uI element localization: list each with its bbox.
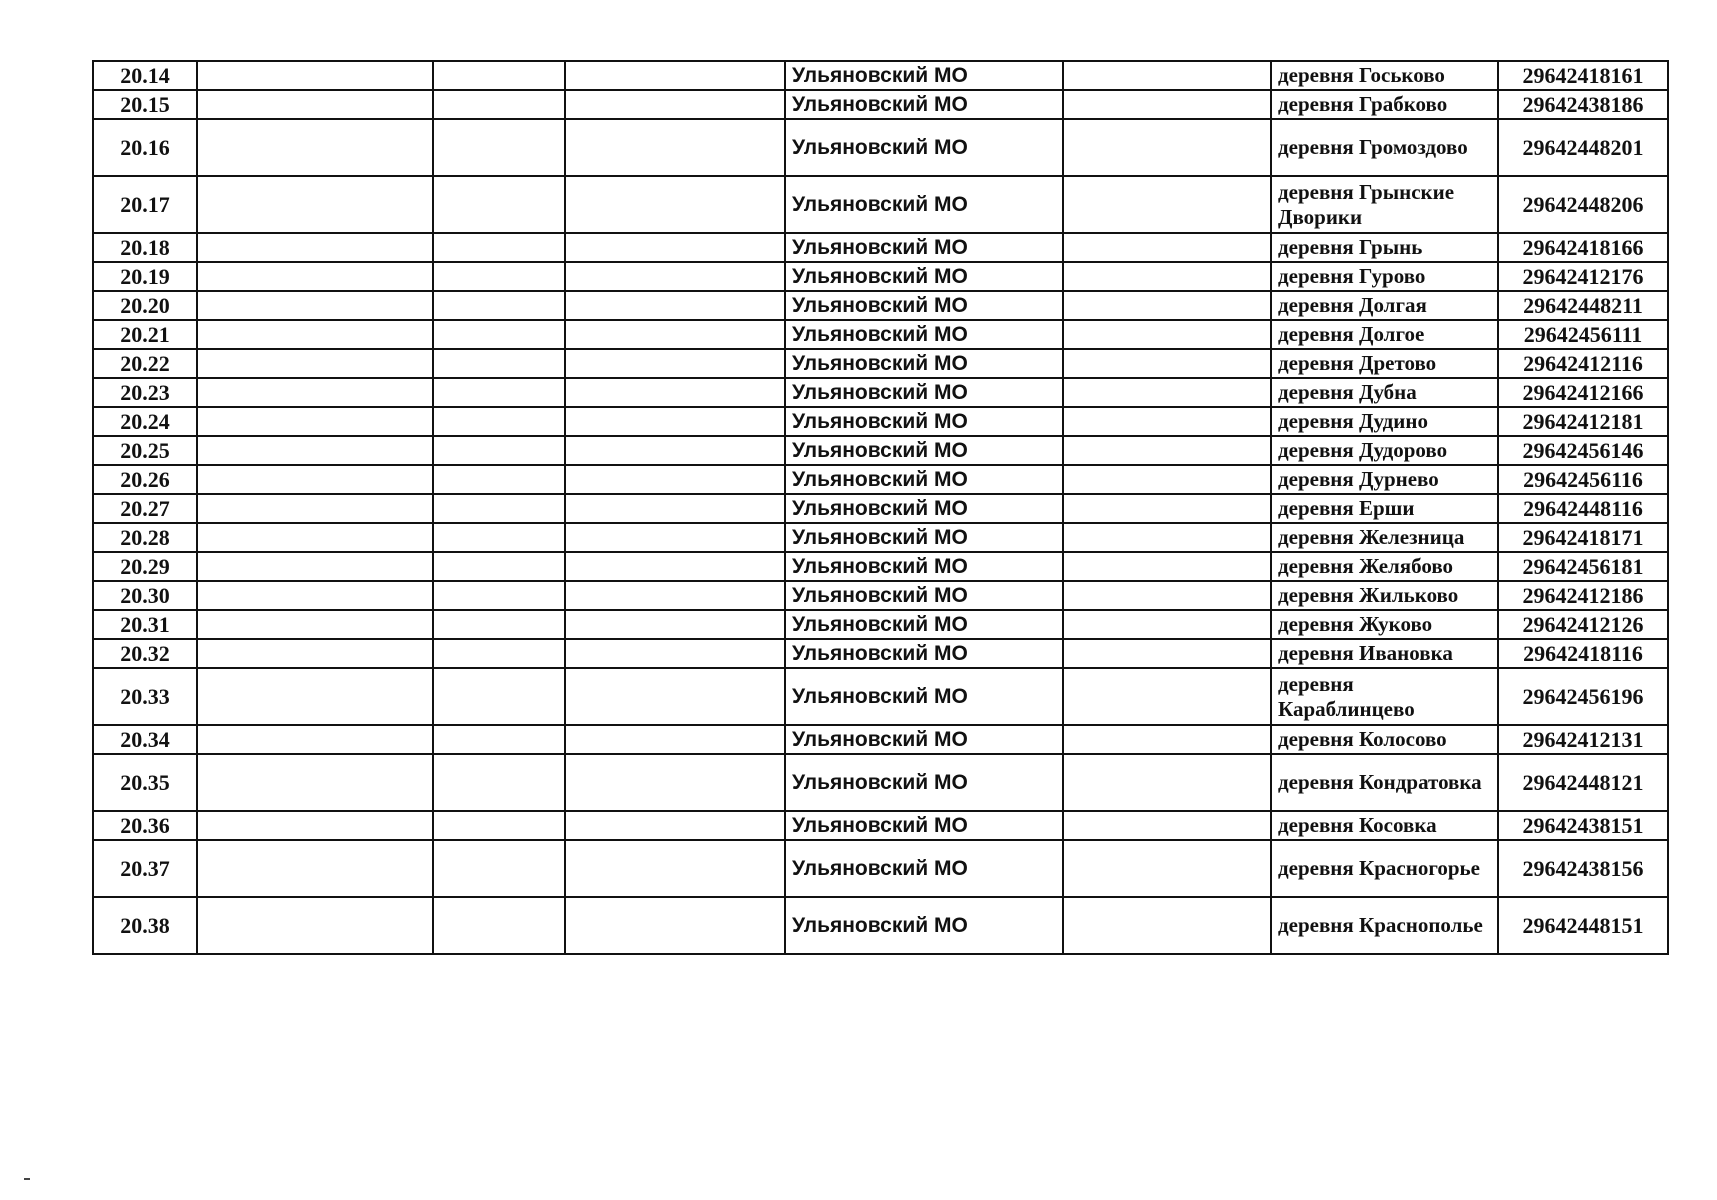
- table-row: [93, 176, 1668, 233]
- table-row: [93, 407, 1668, 436]
- oktmo-code-cell: 29642448206: [1498, 176, 1668, 233]
- settlement-cell: деревня Дудорово: [1271, 436, 1498, 465]
- table-row: [93, 581, 1668, 610]
- empty-cell: [565, 840, 785, 897]
- empty-cell: [197, 754, 433, 811]
- empty-cell: [433, 610, 565, 639]
- empty-cell: [433, 233, 565, 262]
- municipality-cell: Ульяновский МО: [785, 639, 1063, 668]
- row-number-cell: 20.14: [93, 61, 197, 90]
- empty-cell: [433, 523, 565, 552]
- municipality-cell: Ульяновский МО: [785, 725, 1063, 754]
- empty-cell: [565, 754, 785, 811]
- empty-cell: [433, 349, 565, 378]
- settlement-cell: деревня Дретово: [1271, 349, 1498, 378]
- empty-cell: [565, 407, 785, 436]
- empty-cell: [565, 90, 785, 119]
- municipality-cell: Ульяновский МО: [785, 523, 1063, 552]
- table-row: [93, 840, 1668, 897]
- settlement-cell: деревня Грынь: [1271, 233, 1498, 262]
- empty-cell: [565, 378, 785, 407]
- table-row: [93, 754, 1668, 811]
- municipality-cell: Ульяновский МО: [785, 119, 1063, 176]
- empty-cell: [565, 668, 785, 725]
- settlement-cell: деревня Жильково: [1271, 581, 1498, 610]
- empty-cell: [433, 725, 565, 754]
- row-number-cell: 20.32: [93, 639, 197, 668]
- municipality-cell: Ульяновский МО: [785, 811, 1063, 840]
- empty-cell: [197, 90, 433, 119]
- empty-cell: [1063, 262, 1271, 291]
- municipality-cell: Ульяновский МО: [785, 754, 1063, 811]
- settlement-cell: деревня Ерши: [1271, 494, 1498, 523]
- table-row: [93, 639, 1668, 668]
- oktmo-code-cell: 29642412181: [1498, 407, 1668, 436]
- settlements-table: [92, 60, 1667, 955]
- empty-cell: [1063, 61, 1271, 90]
- table-row: [93, 610, 1668, 639]
- oktmo-code-cell: 29642418166: [1498, 233, 1668, 262]
- row-number-cell: 20.18: [93, 233, 197, 262]
- empty-cell: [433, 407, 565, 436]
- municipality-cell: Ульяновский МО: [785, 610, 1063, 639]
- empty-cell: [433, 320, 565, 349]
- municipality-cell: Ульяновский МО: [785, 262, 1063, 291]
- municipality-cell: Ульяновский МО: [785, 407, 1063, 436]
- row-number-cell: 20.15: [93, 90, 197, 119]
- table-row: [93, 320, 1668, 349]
- settlement-cell: деревня Желябово: [1271, 552, 1498, 581]
- settlement-cell: деревня Жуково: [1271, 610, 1498, 639]
- oktmo-code-cell: 29642412116: [1498, 349, 1668, 378]
- empty-cell: [433, 754, 565, 811]
- empty-cell: [197, 897, 433, 954]
- oktmo-code-cell: 29642438186: [1498, 90, 1668, 119]
- empty-cell: [433, 90, 565, 119]
- row-number-cell: 20.21: [93, 320, 197, 349]
- municipality-cell: Ульяновский МО: [785, 61, 1063, 90]
- empty-cell: [433, 176, 565, 233]
- row-number-cell: 20.27: [93, 494, 197, 523]
- empty-cell: [197, 119, 433, 176]
- empty-cell: [197, 552, 433, 581]
- table-row: [93, 291, 1668, 320]
- row-number-cell: 20.33: [93, 668, 197, 725]
- empty-cell: [565, 811, 785, 840]
- oktmo-code-cell: 29642438151: [1498, 811, 1668, 840]
- municipality-cell: Ульяновский МО: [785, 581, 1063, 610]
- empty-cell: [1063, 811, 1271, 840]
- empty-cell: [1063, 320, 1271, 349]
- table-row: [93, 436, 1668, 465]
- empty-cell: [565, 897, 785, 954]
- empty-cell: [1063, 552, 1271, 581]
- empty-cell: [197, 407, 433, 436]
- empty-cell: [565, 61, 785, 90]
- empty-cell: [197, 436, 433, 465]
- row-number-cell: 20.34: [93, 725, 197, 754]
- row-number-cell: 20.20: [93, 291, 197, 320]
- settlement-cell: деревня Дурнево: [1271, 465, 1498, 494]
- empty-cell: [433, 119, 565, 176]
- oktmo-code-cell: 29642448116: [1498, 494, 1668, 523]
- municipality-cell: Ульяновский МО: [785, 436, 1063, 465]
- municipality-cell: Ульяновский МО: [785, 465, 1063, 494]
- empty-cell: [197, 610, 433, 639]
- empty-cell: [433, 465, 565, 494]
- empty-cell: [1063, 494, 1271, 523]
- empty-cell: [433, 668, 565, 725]
- empty-cell: [197, 840, 433, 897]
- empty-cell: [565, 233, 785, 262]
- table-row: [93, 90, 1668, 119]
- row-number-cell: 20.38: [93, 897, 197, 954]
- oktmo-code-cell: 29642412131: [1498, 725, 1668, 754]
- municipality-cell: Ульяновский МО: [785, 233, 1063, 262]
- table-row: [93, 552, 1668, 581]
- municipality-cell: Ульяновский МО: [785, 552, 1063, 581]
- row-number-cell: 20.24: [93, 407, 197, 436]
- empty-cell: [1063, 610, 1271, 639]
- empty-cell: [197, 639, 433, 668]
- empty-cell: [197, 291, 433, 320]
- settlement-cell: деревня Колосово: [1271, 725, 1498, 754]
- row-number-cell: 20.37: [93, 840, 197, 897]
- empty-cell: [197, 176, 433, 233]
- empty-cell: [433, 262, 565, 291]
- municipality-cell: Ульяновский МО: [785, 291, 1063, 320]
- empty-cell: [433, 494, 565, 523]
- municipality-cell: Ульяновский МО: [785, 176, 1063, 233]
- row-number-cell: 20.19: [93, 262, 197, 291]
- table-row: [93, 465, 1668, 494]
- empty-cell: [565, 494, 785, 523]
- empty-cell: [565, 610, 785, 639]
- empty-cell: [565, 262, 785, 291]
- empty-cell: [197, 725, 433, 754]
- empty-cell: [197, 811, 433, 840]
- empty-cell: [565, 523, 785, 552]
- table-row: [93, 897, 1668, 954]
- row-number-cell: 20.22: [93, 349, 197, 378]
- settlement-cell: деревня Громоздово: [1271, 119, 1498, 176]
- empty-cell: [565, 349, 785, 378]
- oktmo-code-cell: 29642448201: [1498, 119, 1668, 176]
- settlement-cell: деревня Дубна: [1271, 378, 1498, 407]
- empty-cell: [1063, 639, 1271, 668]
- table-row: [93, 233, 1668, 262]
- empty-cell: [1063, 668, 1271, 725]
- empty-cell: [433, 840, 565, 897]
- empty-cell: [1063, 897, 1271, 954]
- scan-mark: [24, 1178, 30, 1180]
- settlement-cell: деревня Краснополье: [1271, 897, 1498, 954]
- empty-cell: [565, 725, 785, 754]
- empty-cell: [1063, 523, 1271, 552]
- oktmo-code-cell: 29642418171: [1498, 523, 1668, 552]
- empty-cell: [197, 581, 433, 610]
- empty-cell: [197, 465, 433, 494]
- municipality-cell: Ульяновский МО: [785, 349, 1063, 378]
- empty-cell: [433, 552, 565, 581]
- oktmo-code-cell: 29642412176: [1498, 262, 1668, 291]
- oktmo-code-cell: 29642412126: [1498, 610, 1668, 639]
- row-number-cell: 20.31: [93, 610, 197, 639]
- settlement-cell: деревня Госьково: [1271, 61, 1498, 90]
- oktmo-code-cell: 29642438156: [1498, 840, 1668, 897]
- row-number-cell: 20.28: [93, 523, 197, 552]
- empty-cell: [197, 378, 433, 407]
- empty-cell: [1063, 378, 1271, 407]
- empty-cell: [433, 581, 565, 610]
- oktmo-code-cell: 29642412186: [1498, 581, 1668, 610]
- oktmo-code-cell: 29642412166: [1498, 378, 1668, 407]
- empty-cell: [197, 349, 433, 378]
- empty-cell: [565, 436, 785, 465]
- oktmo-code-cell: 29642418161: [1498, 61, 1668, 90]
- table-row: [93, 811, 1668, 840]
- empty-cell: [1063, 119, 1271, 176]
- settlement-cell: деревня Караблинцево: [1271, 668, 1498, 725]
- settlement-cell: деревня Долгое: [1271, 320, 1498, 349]
- empty-cell: [1063, 754, 1271, 811]
- settlement-cell: деревня Грынские Дворики: [1271, 176, 1498, 233]
- row-number-cell: 20.17: [93, 176, 197, 233]
- empty-cell: [197, 494, 433, 523]
- empty-cell: [1063, 407, 1271, 436]
- settlement-cell: деревня Косовка: [1271, 811, 1498, 840]
- oktmo-code-cell: 29642448121: [1498, 754, 1668, 811]
- empty-cell: [565, 465, 785, 494]
- settlement-cell: деревня Ивановка: [1271, 639, 1498, 668]
- municipality-cell: Ульяновский МО: [785, 320, 1063, 349]
- empty-cell: [1063, 349, 1271, 378]
- empty-cell: [1063, 233, 1271, 262]
- settlement-cell: деревня Железница: [1271, 523, 1498, 552]
- empty-cell: [565, 291, 785, 320]
- settlement-cell: деревня Дудино: [1271, 407, 1498, 436]
- table-body: [93, 61, 1668, 954]
- oktmo-code-cell: 29642448151: [1498, 897, 1668, 954]
- empty-cell: [1063, 581, 1271, 610]
- oktmo-code-cell: 29642448211: [1498, 291, 1668, 320]
- row-number-cell: 20.36: [93, 811, 197, 840]
- oktmo-code-cell: 29642456111: [1498, 320, 1668, 349]
- table-row: [93, 725, 1668, 754]
- empty-cell: [433, 378, 565, 407]
- empty-cell: [433, 61, 565, 90]
- empty-cell: [1063, 725, 1271, 754]
- empty-cell: [565, 581, 785, 610]
- empty-cell: [197, 668, 433, 725]
- empty-cell: [1063, 436, 1271, 465]
- row-number-cell: 20.23: [93, 378, 197, 407]
- empty-cell: [197, 523, 433, 552]
- row-number-cell: 20.35: [93, 754, 197, 811]
- settlement-cell: деревня Долгая: [1271, 291, 1498, 320]
- settlement-cell: деревня Красногорье: [1271, 840, 1498, 897]
- table-row: [93, 262, 1668, 291]
- oktmo-code-cell: 29642456146: [1498, 436, 1668, 465]
- oktmo-code-cell: 29642456196: [1498, 668, 1668, 725]
- empty-cell: [197, 320, 433, 349]
- settlement-cell: деревня Грабково: [1271, 90, 1498, 119]
- table-row: [93, 378, 1668, 407]
- oktmo-code-cell: 29642456181: [1498, 552, 1668, 581]
- table-row: [93, 349, 1668, 378]
- municipality-cell: Ульяновский МО: [785, 378, 1063, 407]
- table-row: [93, 61, 1668, 90]
- empty-cell: [1063, 465, 1271, 494]
- empty-cell: [565, 119, 785, 176]
- oktmo-code-cell: 29642418116: [1498, 639, 1668, 668]
- municipality-cell: Ульяновский МО: [785, 840, 1063, 897]
- row-number-cell: 20.30: [93, 581, 197, 610]
- row-number-cell: 20.26: [93, 465, 197, 494]
- oktmo-code-cell: 29642456116: [1498, 465, 1668, 494]
- empty-cell: [433, 436, 565, 465]
- empty-cell: [1063, 840, 1271, 897]
- empty-cell: [565, 176, 785, 233]
- table-row: [93, 494, 1668, 523]
- empty-cell: [433, 291, 565, 320]
- row-number-cell: 20.16: [93, 119, 197, 176]
- row-number-cell: 20.29: [93, 552, 197, 581]
- empty-cell: [197, 262, 433, 291]
- municipality-cell: Ульяновский МО: [785, 897, 1063, 954]
- empty-cell: [1063, 291, 1271, 320]
- settlement-cell: деревня Кондратовка: [1271, 754, 1498, 811]
- empty-cell: [197, 61, 433, 90]
- empty-cell: [433, 639, 565, 668]
- settlement-cell: деревня Гурово: [1271, 262, 1498, 291]
- empty-cell: [565, 320, 785, 349]
- empty-cell: [1063, 176, 1271, 233]
- empty-cell: [565, 639, 785, 668]
- table-row: [93, 119, 1668, 176]
- table-row: [93, 523, 1668, 552]
- municipality-cell: Ульяновский МО: [785, 90, 1063, 119]
- empty-cell: [433, 811, 565, 840]
- empty-cell: [433, 897, 565, 954]
- empty-cell: [565, 552, 785, 581]
- table-row: [93, 668, 1668, 725]
- empty-cell: [1063, 90, 1271, 119]
- row-number-cell: 20.25: [93, 436, 197, 465]
- municipality-cell: Ульяновский МО: [785, 494, 1063, 523]
- empty-cell: [197, 233, 433, 262]
- municipality-cell: Ульяновский МО: [785, 668, 1063, 725]
